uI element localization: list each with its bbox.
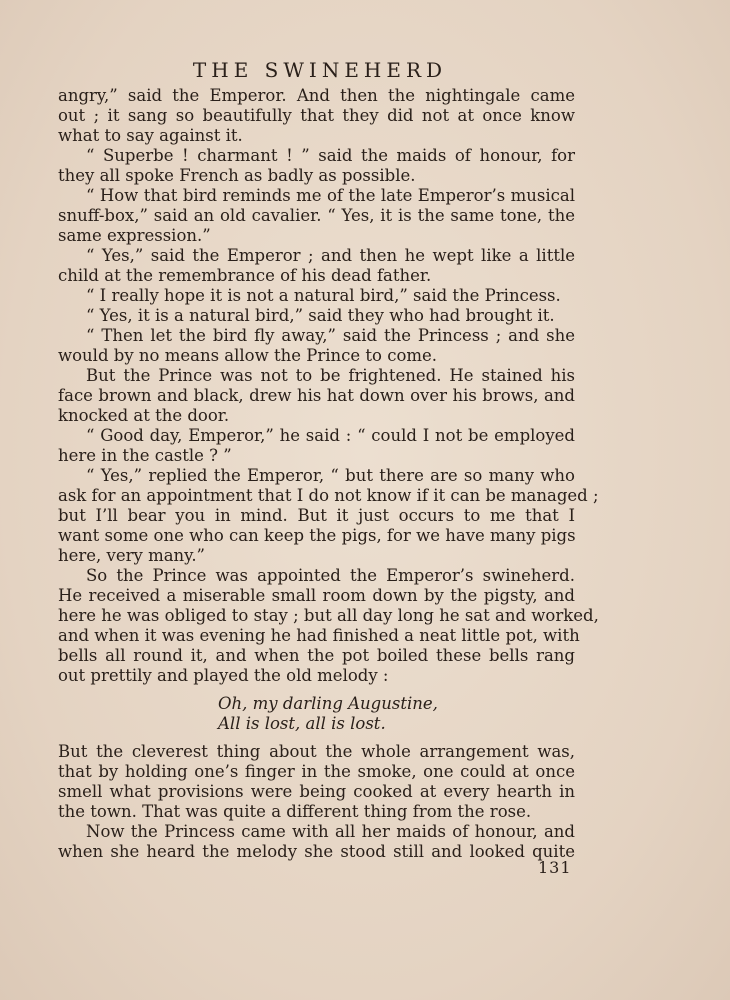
text-line: “ Yes, it is a natural bird,” said they who had brought it. xyxy=(86,306,555,325)
text-line: ask for an appointment that I do not know if it can be managed ; xyxy=(58,486,599,505)
text-line: here, very many.” xyxy=(58,546,205,565)
text-line: same expression.” xyxy=(58,226,211,245)
text-line: He received a miserable small room down by the pigsty, and xyxy=(58,586,575,605)
text-line: smell what provisions were being cooked at every hearth in xyxy=(58,782,575,801)
text-line: but I’ll bear you in mind. But it just occurs to me that I xyxy=(58,506,575,525)
text-line: that by holding one’s finger in the smoke, one could at once xyxy=(58,762,575,781)
text-line: face brown and black, drew his hat down over his brows, and xyxy=(58,386,575,405)
text-line: Now the Princess came with all her maids of honour, and xyxy=(86,822,575,841)
text-line: would by no means allow the Prince to come. xyxy=(58,346,438,365)
running-head: THE SWINEHERD xyxy=(192,58,448,82)
text-line: they all spoke French as badly as possible. xyxy=(58,166,416,185)
text-line: want some one who can keep the pigs, for we have many pigs xyxy=(58,526,576,545)
text-line: here he was obliged to stay ; but all day long he sat and worked, xyxy=(58,606,599,625)
text-line: “ Then let the bird fly away,” said the Princess ; and she xyxy=(86,326,575,345)
text-line: knocked at the door. xyxy=(58,406,230,425)
verse-line: All is lost, all is lost. xyxy=(218,714,386,733)
text-line: out prettily and played the old melody : xyxy=(58,666,389,685)
page-number: 131 xyxy=(538,858,572,877)
text-line: here in the castle ? ” xyxy=(58,446,232,465)
verse-line: Oh, my darling Augustine, xyxy=(218,694,438,713)
text-line: “ Yes,” replied the Emperor, “ but there are so many who xyxy=(86,466,575,485)
text-line: the town. That was quite a different thing from the rose. xyxy=(58,802,532,821)
text-line: out ; it sang so beautifully that they did not at once know xyxy=(58,106,575,125)
text-block xyxy=(58,86,599,862)
text-line: what to say against it. xyxy=(58,126,243,145)
verse-spacer xyxy=(58,734,575,742)
text-line: But the Prince was not to be frightened. He stained his xyxy=(86,366,575,385)
text-line: So the Prince was appointed the Emperor’s swineherd. xyxy=(86,566,575,585)
text-line: angry,” said the Emperor. And then the nightingale came xyxy=(58,86,575,105)
text-line: child at the remembrance of his dead father. xyxy=(58,266,432,285)
text-line: “ I really hope it is not a natural bird,” said the Princess. xyxy=(86,286,561,305)
text-line: “ How that bird reminds me of the late Emperor’s musical xyxy=(86,186,575,205)
text-line: snuff-box,” said an old cavalier. “ Yes, it is the same tone, the xyxy=(58,206,575,225)
text-line: bells all round it, and when the pot boiled these bells rang xyxy=(58,646,575,665)
text-line: and when it was evening he had finished a neat little pot, with xyxy=(58,626,580,645)
verse-spacer xyxy=(58,686,575,694)
text-line: “ Yes,” said the Emperor ; and then he wept like a little xyxy=(86,246,575,265)
text-line: when she heard the melody she stood still and looked quite xyxy=(58,842,575,861)
text-line: But the cleverest thing about the whole arrangement was, xyxy=(58,742,575,761)
text-line: “ Superbe ! charmant ! ” said the maids of honour, for xyxy=(86,146,575,165)
text-line: “ Good day, Emperor,” he said : “ could I not be employed xyxy=(86,426,575,445)
